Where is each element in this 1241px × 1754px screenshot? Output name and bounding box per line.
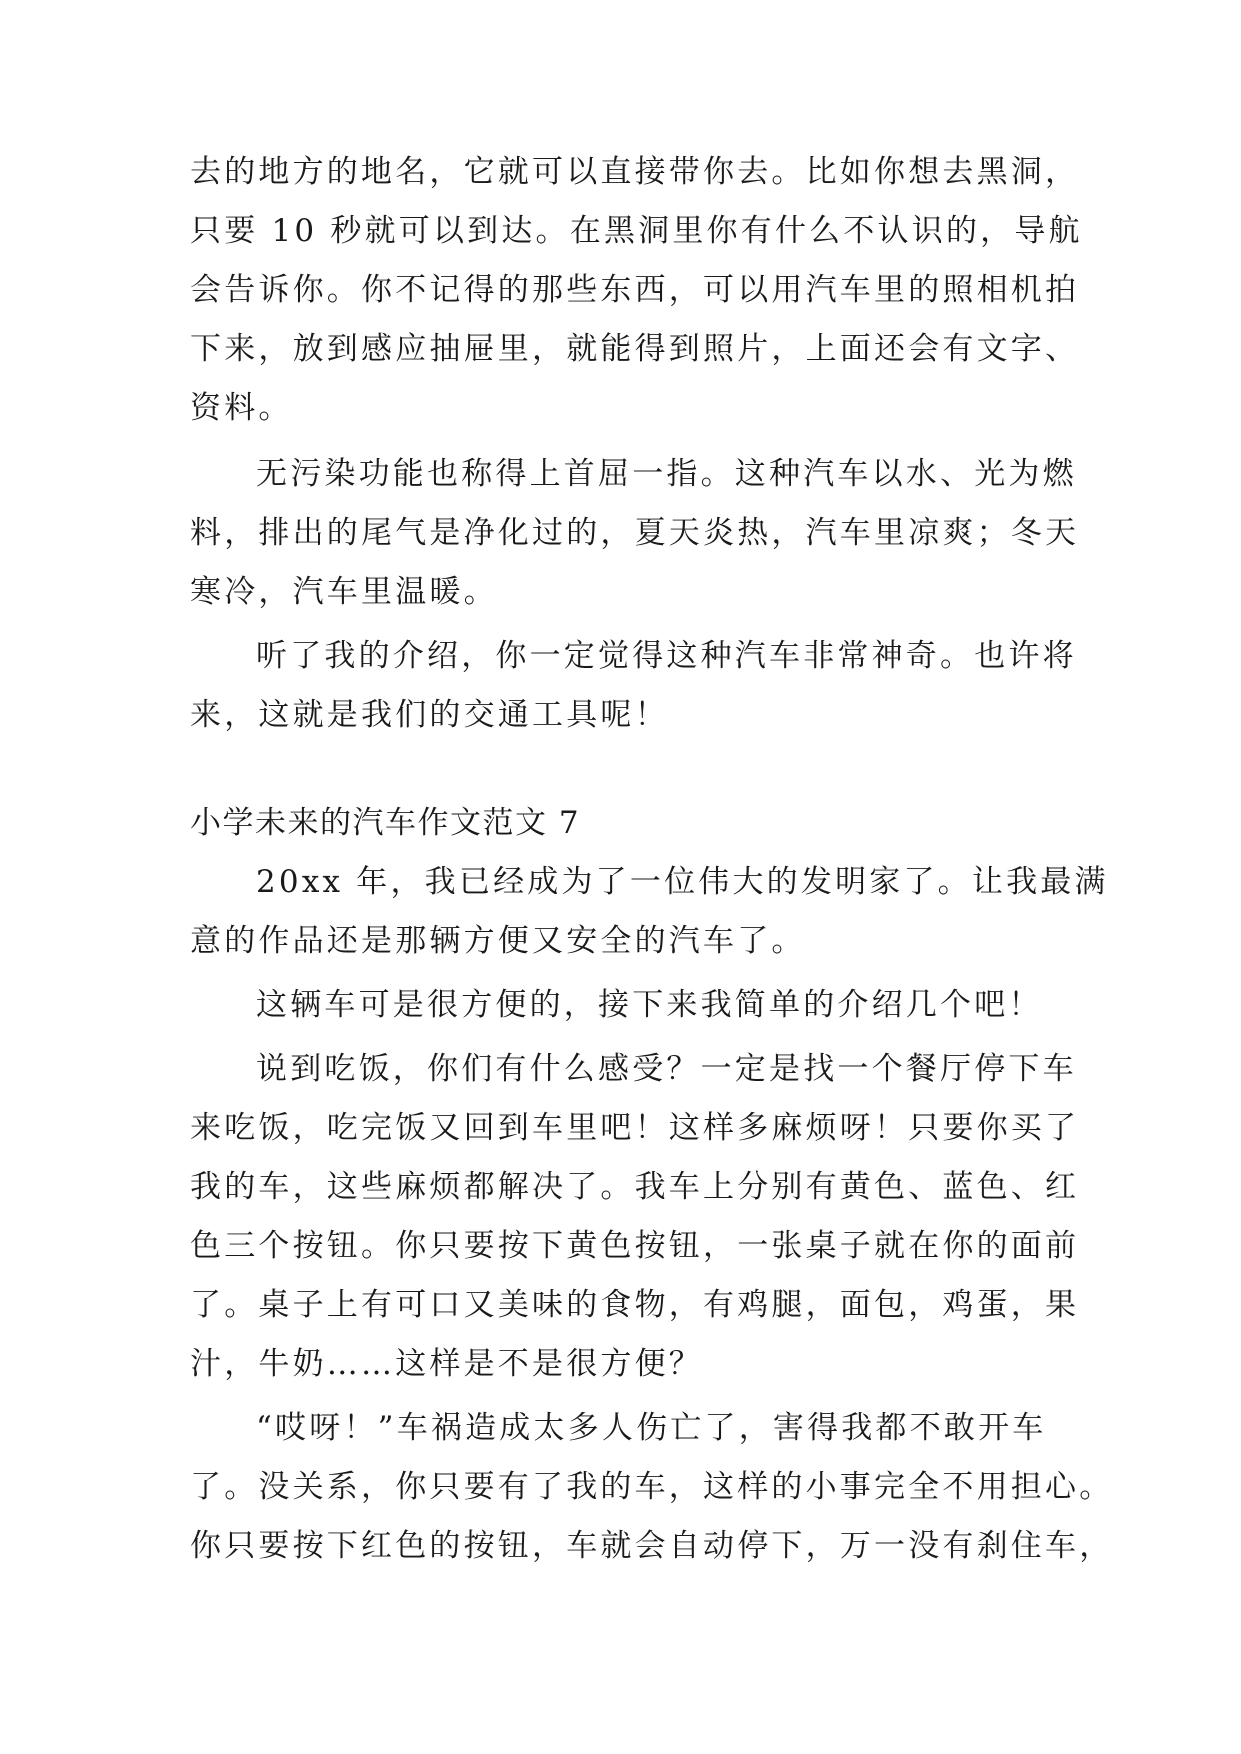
paragraph-line: 意的作品还是那辆方便又安全的汽车了。	[190, 923, 806, 959]
section-heading: 小学未来的汽车作文范文 7	[190, 805, 581, 841]
paragraph-line: 下来，放到感应抽屉里，就能得到照片，上面还会有文字、	[190, 331, 1080, 367]
paragraph-line: 无污染功能也称得上首屈一指。这种汽车以水、光为燃	[256, 456, 1077, 492]
paragraph-line: 我的车，这些麻烦都解决了。我车上分别有黄色、蓝色、红	[190, 1169, 1080, 1205]
paragraph-line: 来吃饭，吃完饭又回到车里吧！这样多麻烦呀！只要你买了	[190, 1110, 1080, 1146]
paragraph-line: 这辆车可是很方便的，接下来我简单的介绍几个吧！	[256, 987, 1043, 1023]
paragraph-line: 料，排出的尾气是净化过的，夏天炎热，汽车里凉爽；冬天	[190, 515, 1080, 551]
paragraph-line: 20xx 年，我已经成为了一位伟大的发明家了。让我最满	[256, 864, 1109, 900]
paragraph-line: 你只要按下红色的按钮，车就会自动停下，万一没有刹住车，	[190, 1528, 1114, 1564]
paragraph-line: 汁，牛奶……这样是不是很方便？	[190, 1346, 703, 1382]
paragraph-line: “哎呀！”车祸造成太多人伤亡了，害得我都不敢开车	[256, 1410, 1047, 1446]
paragraph-line: 寒冷，汽车里温暖。	[190, 574, 498, 610]
paragraph-line: 只要 10 秒就可以到达。在黑洞里你有什么不认识的，导航	[190, 213, 1083, 249]
paragraph-line: 去的地方的地名，它就可以直接带你去。比如你想去黑洞，	[190, 154, 1080, 190]
paragraph-line: 色三个按钮。你只要按下黄色按钮，一张桌子就在你的面前	[190, 1228, 1080, 1264]
paragraph-line: 资料。	[190, 390, 293, 426]
paragraph-line: 了。没关系，你只要有了我的车，这样的小事完全不用担心。	[190, 1469, 1114, 1505]
paragraph-line: 了。桌子上有可口又美味的食物，有鸡腿，面包，鸡蛋，果	[190, 1287, 1080, 1323]
paragraph-line: 来，这就是我们的交通工具呢！	[190, 697, 669, 733]
paragraph-line: 说到吃饭，你们有什么感受？一定是找一个餐厅停下车	[256, 1051, 1077, 1087]
paragraph-line: 会告诉你。你不记得的那些东西，可以用汽车里的照相机拍	[190, 272, 1080, 308]
paragraph-line: 听了我的介绍，你一定觉得这种汽车非常神奇。也许将	[256, 638, 1077, 674]
